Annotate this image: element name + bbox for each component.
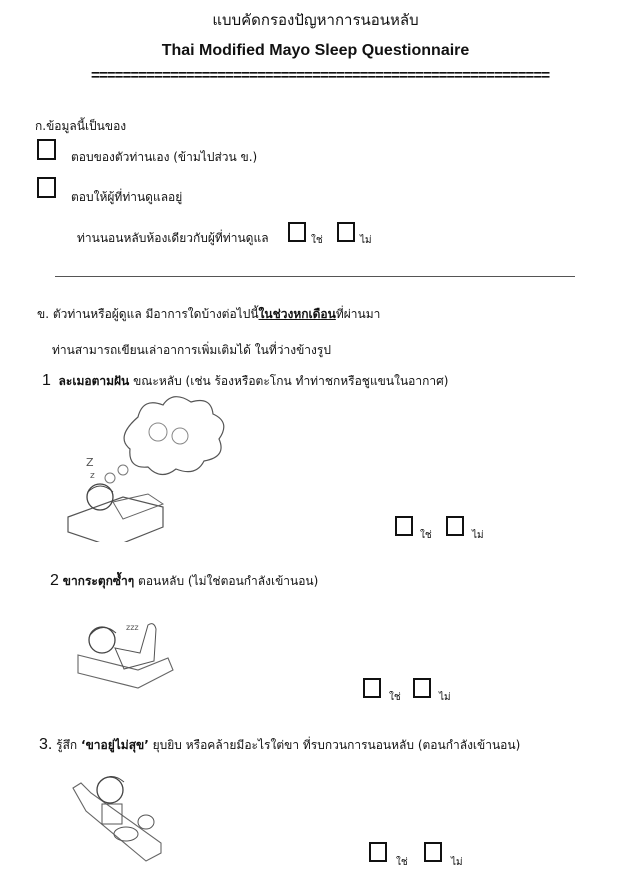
q1-yes-label: ใช่ — [420, 530, 432, 541]
question-1-keyword: ละเมอตามฝัน — [58, 374, 130, 388]
divider-line — [55, 276, 575, 277]
checkbox-q3-no[interactable] — [424, 842, 442, 862]
option-caregiver-label: ตอบให้ผู้ที่ท่านดูแลอยู่ — [71, 190, 183, 204]
option-self-label: ตอบของตัวท่านเอง (ข้ามไปส่วน ข.) — [71, 150, 258, 164]
svg-text:Z: Z — [86, 456, 94, 469]
question-3-keyword: ‘ขาอยู่ไม่สุข’ — [81, 738, 149, 752]
q3-yes-label: ใช่ — [396, 857, 408, 868]
leg-jerk-sleeper-illustration — [70, 610, 180, 695]
separator-line: ========================================================== — [90, 68, 550, 85]
checkbox-same-room-no[interactable] — [337, 222, 355, 242]
restless-legs-illustration — [68, 768, 168, 868]
question-3 — [39, 736, 520, 755]
checkbox-q1-no[interactable] — [446, 516, 464, 536]
question-2-text: ตอนหลับ (ไม่ใช่ตอนกำลังเข้านอน) — [134, 574, 319, 588]
section-b-heading — [37, 305, 380, 324]
section-a-heading: ก.ข้อมูลนี้เป็นของ — [35, 119, 127, 133]
svg-text:z: z — [90, 471, 95, 481]
checkbox-self[interactable] — [37, 139, 56, 160]
checkbox-q1-yes[interactable] — [395, 516, 413, 536]
q2-yes-label: ใช่ — [389, 692, 401, 703]
section-b-heading-emphasis: ในช่วงหกเดือน — [258, 307, 336, 321]
dreaming-sleeper-illustration — [58, 392, 248, 542]
same-room-no-label: ไม่ — [360, 235, 372, 246]
section-b-heading-prefix: ข. ตัวท่านหรือผู้ดูแล มีอาการใดบ้างต่อไปนี้ — [37, 307, 259, 321]
question-1-number: 1 — [42, 372, 51, 389]
q1-no-label: ไม่ — [472, 530, 484, 541]
q3-no-label: ไม่ — [451, 857, 463, 868]
checkbox-q2-yes[interactable] — [363, 678, 381, 698]
question-3-prefix: รู้สึก — [52, 738, 82, 752]
question-2 — [50, 572, 318, 591]
question-2-keyword: ขากระตุกซ้ำๆ — [62, 574, 135, 588]
page-title-thai: แบบคัดกรองปัญหาการนอนหลับ — [212, 11, 419, 29]
same-room-question: ท่านนอนหลับห้องเดียวกับผู้ที่ท่านดูแล — [77, 231, 269, 245]
section-b-heading-suffix: ที่ผ่านมา — [335, 307, 381, 321]
page-title-english: Thai Modified Mayo Sleep Questionnaire — [161, 42, 470, 59]
section-b-instruction: ท่านสามารถเขียนเล่าอาการเพิ่มเติมได้ ในที่ว่างข้างรูป — [52, 343, 331, 357]
checkbox-same-room-yes[interactable] — [288, 222, 306, 242]
same-room-yes-label: ใช่ — [311, 235, 323, 246]
checkbox-q2-no[interactable] — [413, 678, 431, 698]
question-3-number: 3. — [39, 736, 53, 753]
question-1-text: ขณะหลับ (เช่น ร้องหรือตะโกน ทำท่าชกหรือชูแขนในอากาศ) — [129, 374, 449, 388]
svg-text:zzz: zzz — [126, 623, 139, 632]
question-1 — [42, 372, 448, 391]
q2-no-label: ไม่ — [439, 692, 451, 703]
checkbox-q3-yes[interactable] — [369, 842, 387, 862]
checkbox-caregiver[interactable] — [37, 177, 56, 198]
question-3-text: ยุบยิบ หรือคล้ายมีอะไรใต่ขา ที่รบกวนการนอนหลับ (ตอนกำลังเข้านอน) — [148, 738, 521, 752]
question-2-number: 2 — [50, 572, 59, 589]
